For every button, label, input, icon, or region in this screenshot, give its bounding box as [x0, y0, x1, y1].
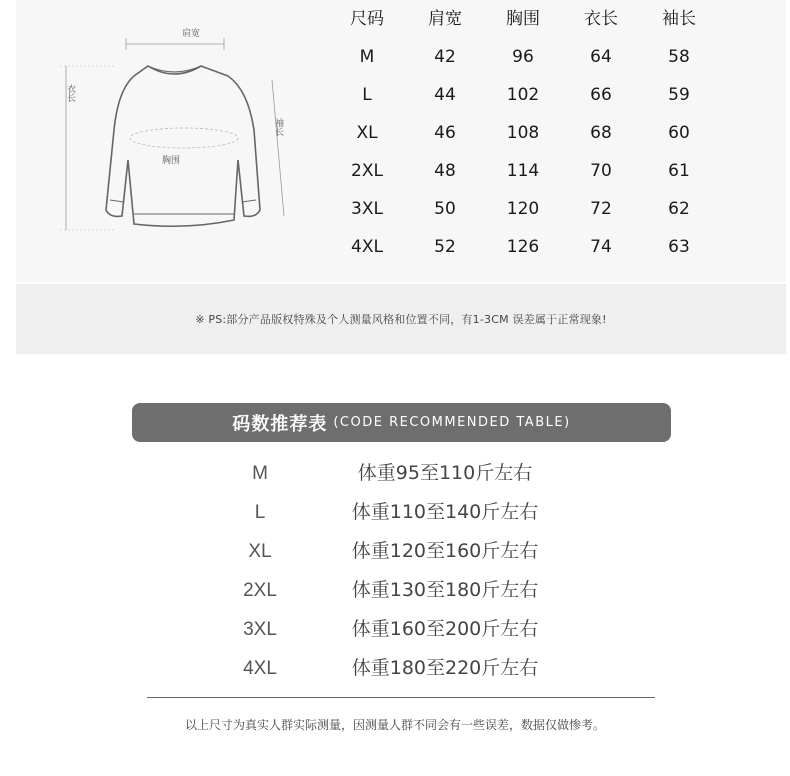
list-item [0, 532, 790, 571]
cell-length: 68 [590, 123, 612, 143]
cell-shoulder: 46 [434, 123, 456, 143]
cell-shoulder: 50 [434, 199, 456, 219]
list-item [0, 571, 790, 610]
cell-sleeve: 61 [668, 161, 690, 181]
size-chart-panel [16, 0, 786, 282]
header-chest: 胸围 [506, 9, 540, 29]
cell-length: 64 [590, 47, 612, 67]
cell-sleeve: 59 [668, 85, 690, 105]
recommend-weight: 体重110至140斤左右 [351, 501, 539, 523]
cell-size: L [362, 85, 372, 105]
recommend-subtitle: (CODE RECOMMENDED TABLE) [333, 415, 571, 430]
cell-sleeve: 60 [668, 123, 690, 143]
cell-length: 74 [590, 237, 612, 257]
cell-chest: 96 [512, 47, 534, 67]
recommend-weight: 体重160至200斤左右 [351, 618, 539, 640]
cell-size: 3XL [351, 199, 383, 219]
footer-note: 以上尺寸为真实人群实际测量，因测量人群不同会有一些误差，数据仅做惨考。 [184, 718, 605, 732]
recommend-size: L [254, 502, 266, 523]
recommend-weight: 体重180至220斤左右 [351, 657, 539, 679]
cell-shoulder: 52 [434, 237, 456, 257]
cell-length: 66 [590, 85, 612, 105]
length-label: 衣长 [65, 84, 75, 102]
cell-size: 2XL [351, 161, 383, 181]
cell-shoulder: 44 [434, 85, 456, 105]
recommend-weight: 体重95至110斤左右 [357, 462, 533, 484]
measurement-note: ※ PS:部分产品版权特殊及个人测量风格和位置不同，有1-3CM 误差属于正常现象! [195, 313, 607, 326]
list-item [0, 649, 790, 688]
cell-chest: 108 [506, 123, 540, 143]
cell-sleeve: 63 [668, 237, 690, 257]
measurement-note-panel [16, 284, 786, 354]
shoulder-label: 肩宽 [182, 29, 201, 39]
header-sleeve: 袖长 [662, 9, 696, 29]
chest-label: 胸围 [162, 156, 181, 166]
cell-chest: 120 [506, 199, 540, 219]
recommend-size: 2XL [243, 580, 277, 601]
cell-chest: 126 [506, 237, 540, 257]
list-item [0, 493, 790, 532]
divider [147, 697, 655, 698]
cell-sleeve: 62 [668, 199, 690, 219]
recommend-size: M [252, 463, 268, 484]
cell-length: 72 [590, 199, 612, 219]
cell-sleeve: 58 [668, 47, 690, 67]
recommend-weight: 体重120至160斤左右 [351, 540, 539, 562]
recommend-weight: 体重130至180斤左右 [351, 579, 539, 601]
cell-shoulder: 48 [434, 161, 456, 181]
list-item [0, 454, 790, 493]
recommend-title: 码数推荐表 [232, 413, 328, 435]
recommend-size: XL [248, 541, 272, 562]
header-shoulder: 肩宽 [428, 9, 462, 29]
cell-size: M [359, 47, 375, 67]
sleeve-label: 袖长 [273, 118, 283, 136]
cell-shoulder: 42 [434, 47, 456, 67]
recommend-size: 3XL [243, 619, 277, 640]
cell-size: XL [356, 123, 378, 143]
cell-size: 4XL [351, 237, 383, 257]
recommend-table-banner [132, 403, 671, 442]
cell-chest: 102 [506, 85, 540, 105]
cell-chest: 114 [506, 161, 540, 181]
sweater-diagram [56, 20, 316, 250]
header-length: 衣长 [584, 9, 618, 29]
list-item [0, 610, 790, 649]
header-size: 尺码 [350, 9, 384, 29]
cell-length: 70 [590, 161, 612, 181]
recommend-size: 4XL [243, 658, 277, 679]
